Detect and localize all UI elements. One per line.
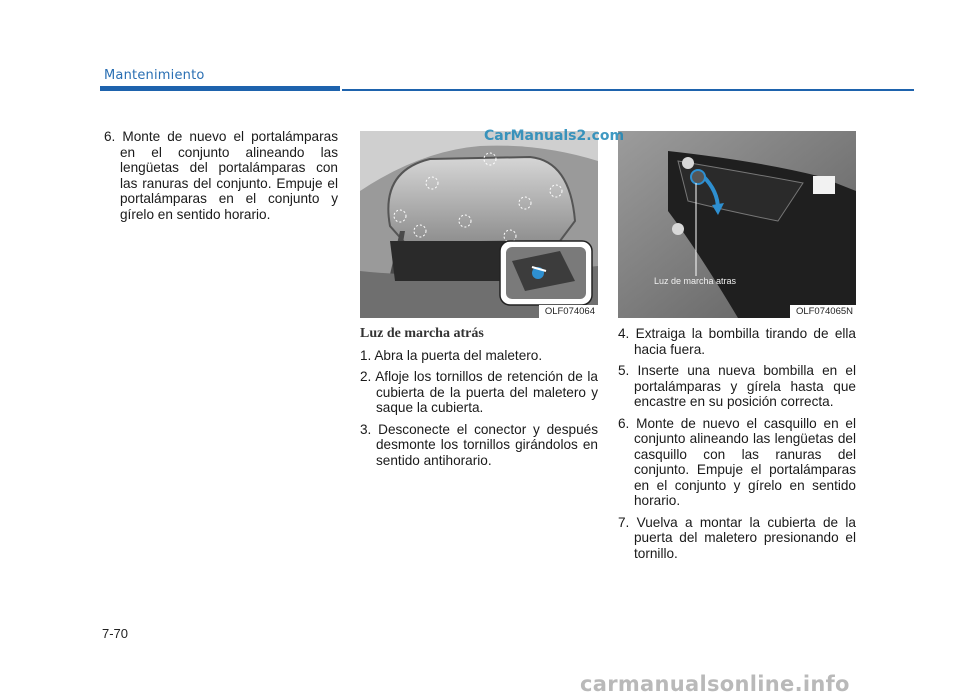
photo-trunk-lid (360, 131, 598, 318)
step-2: 2. Afloje los tornillos de retención de la cubierta de la puerta del maletero y saque la cubierta. (360, 369, 598, 415)
step-3: 3. Desconecte el conector y después desmonte los tornillos girándolos en sentido antihorario. (360, 421, 598, 468)
photo-backup-light (618, 131, 856, 318)
step-7: 7. Vuelva a montar la cubierta de la puerta del maletero presionando el tornillo. (618, 514, 856, 561)
backup-light-illustration (618, 131, 856, 318)
step-6-portalamparas: 6. Monte de nuevo el portalámparas en el conjunto alineando las lengüetas del portalámparas con las ranuras del conjunto. Empuje el portalámparas en el conjunto y gírelo en sentido horario. (104, 129, 338, 222)
column-3 (618, 326, 856, 567)
step-6: 6. Monte de nuevo el casquillo en el conjunto alineando las lengüetas del casquillo con las ranuras del conjunto. Empuje el portalámparas en el conjunto y gírelo en sentido horario. (618, 415, 856, 508)
column-1 (104, 129, 338, 228)
photo-callout-label: Luz de marcha atras (654, 276, 737, 286)
step-4: 4. Extraiga la bombilla tirando de ella hacia fuera. (618, 326, 856, 357)
step-5: 5. Inserte una nueva bombilla en el portalámparas y gírela hasta que encastre en su posición correcta. (618, 363, 856, 409)
header-rule-thin (342, 89, 914, 91)
section-title: Mantenimiento (104, 68, 205, 83)
page-number: 7-70 (102, 626, 129, 641)
watermark-bottom[interactable]: carmanualsonline.info (580, 672, 850, 696)
trunk-lid-illustration (360, 131, 598, 318)
step-1: 1. Abra la puerta del maletero. (360, 347, 543, 363)
watermark-top[interactable]: CarManuals2.com (484, 128, 625, 144)
column-2 (360, 326, 598, 474)
section-heading: Luz de marcha atrás (360, 326, 484, 341)
header-rule-thick (100, 86, 340, 91)
photo-code: OLF074065N (790, 305, 856, 318)
photo-code: OLF074064 (539, 305, 598, 318)
